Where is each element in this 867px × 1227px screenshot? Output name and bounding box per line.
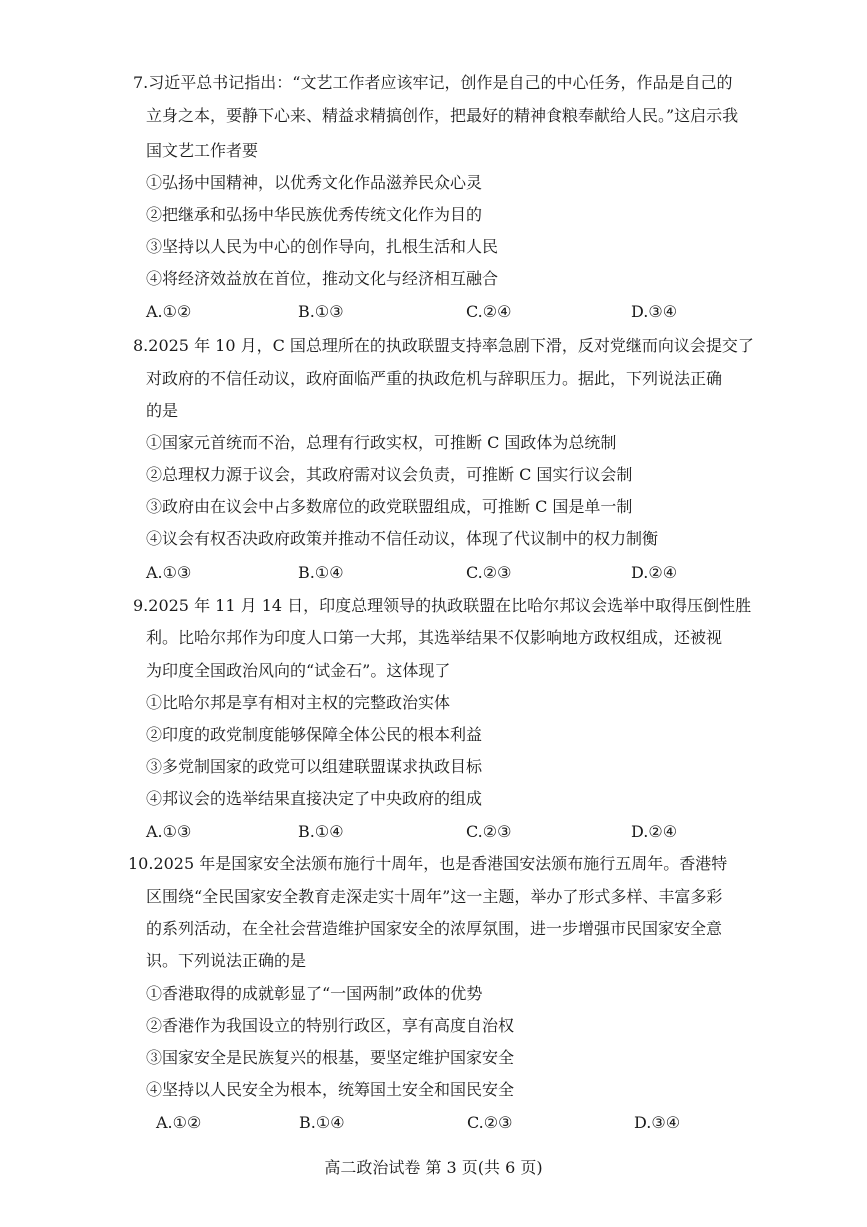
question-8-option-2: ②总理权力源于议会，其政府需对议会负责，可推断 C 国实行议会制 [146,465,633,484]
question-8-choice-a: A.①③ [146,563,192,582]
question-8-stem-line-3: 的是 [146,401,179,420]
question-10-choice-c: C.②③ [467,1113,513,1132]
question-10-option-4: ④坚持以人民安全为根本，统筹国土安全和国民安全 [146,1080,515,1099]
question-7-option-2: ②把继承和弘扬中华民族优秀传统文化作为目的 [146,205,483,224]
question-7-choice-b: B.①③ [298,302,344,321]
question-8-stem-line-2: 对政府的不信任动议，政府面临严重的执政危机与辞职压力。据此，下列说法正确 [146,369,723,388]
question-9-stem-line-3: 为印度全国政治风向的“试金石”。这体现了 [146,661,451,680]
question-7-stem-line-3: 国文艺工作者要 [146,141,259,160]
question-7-choice-d: D.③④ [631,302,678,321]
page-footer: 高二政治试卷 第 3 页(共 6 页) [324,1158,543,1177]
question-9-option-3: ③多党制国家的政党可以组建联盟谋求执政目标 [146,757,483,776]
question-9-stem-line-2: 利。比哈尔邦作为印度人口第一大邦，其选举结果不仅影响地方政权组成，还被视 [146,628,723,647]
question-8-choice-c: C.②③ [466,563,512,582]
question-10-option-3: ③国家安全是民族复兴的根基，要坚定维护国家安全 [146,1048,515,1067]
question-10-stem-line-1: 10.2025 年是国家安全法颁布施行十周年，也是香港国安法颁布施行五周年。香港特 [128,854,728,873]
question-10-choice-a: A.①② [156,1113,202,1132]
question-9-choice-d: D.②④ [631,822,678,841]
question-8-choice-d: D.②④ [631,563,678,582]
question-9-choice-c: C.②③ [466,822,512,841]
question-8-option-1: ①国家元首统而不治，总理有行政实权，可推断 C 国政体为总统制 [146,433,617,452]
question-9-stem-line-1: 9.2025 年 11 月 14 日，印度总理领导的执政联盟在比哈尔邦议会选举中取得压倒性胜 [133,596,752,615]
question-10-stem-line-3: 的系列活动，在全社会营造维护国家安全的浓厚氛围，进一步增强市民国家安全意 [146,919,723,938]
question-7-stem-line-2: 立身之本，要静下心来、精益求精搞创作，把最好的精神食粮奉献给人民。”这启示我 [146,106,739,125]
question-7-option-1: ①弘扬中国精神，以优秀文化作品滋养民众心灵 [146,173,483,192]
question-10-choice-d: D.③④ [634,1113,681,1132]
question-7-choice-a: A.①② [146,302,192,321]
question-9-choice-a: A.①③ [146,822,192,841]
question-9-choice-b: B.①④ [298,822,344,841]
question-8-choice-b: B.①④ [298,563,344,582]
question-10-stem-line-2: 区围绕“全民国家安全教育走深走实十周年”这一主题，举办了形式多样、丰富多彩 [146,887,723,906]
question-7-option-4: ④将经济效益放在首位，推动文化与经济相互融合 [146,269,499,288]
question-9-option-2: ②印度的政党制度能够保障全体公民的根本利益 [146,725,483,744]
question-10-stem-line-4: 识。下列说法正确的是 [146,951,307,970]
question-7-choice-c: C.②④ [466,302,512,321]
question-9-option-1: ①比哈尔邦是享有相对主权的完整政治实体 [146,693,451,712]
question-8-option-3: ③政府由在议会中占多数席位的政党联盟组成，可推断 C 国是单一制 [146,497,633,516]
question-9-option-4: ④邦议会的选举结果直接决定了中央政府的组成 [146,789,483,808]
question-8-stem-line-1: 8.2025 年 10 月，C 国总理所在的执政联盟支持率急剧下滑，反对党继而向议会提交了 [133,336,754,355]
question-10-option-2: ②香港作为我国设立的特别行政区，享有高度自治权 [146,1016,515,1035]
question-10-option-1: ①香港取得的成就彰显了“一国两制”政体的优势 [146,984,483,1003]
question-7-option-3: ③坚持以人民为中心的创作导向，扎根生活和人民 [146,237,499,256]
question-10-choice-b: B.①④ [299,1113,345,1132]
question-7-stem-line-1: 7.习近平总书记指出：“文艺工作者应该牢记，创作是自己的中心任务，作品是自己的 [133,73,733,92]
question-8-option-4: ④议会有权否决政府政策并推动不信任动议，体现了代议制中的权力制衡 [146,529,659,548]
